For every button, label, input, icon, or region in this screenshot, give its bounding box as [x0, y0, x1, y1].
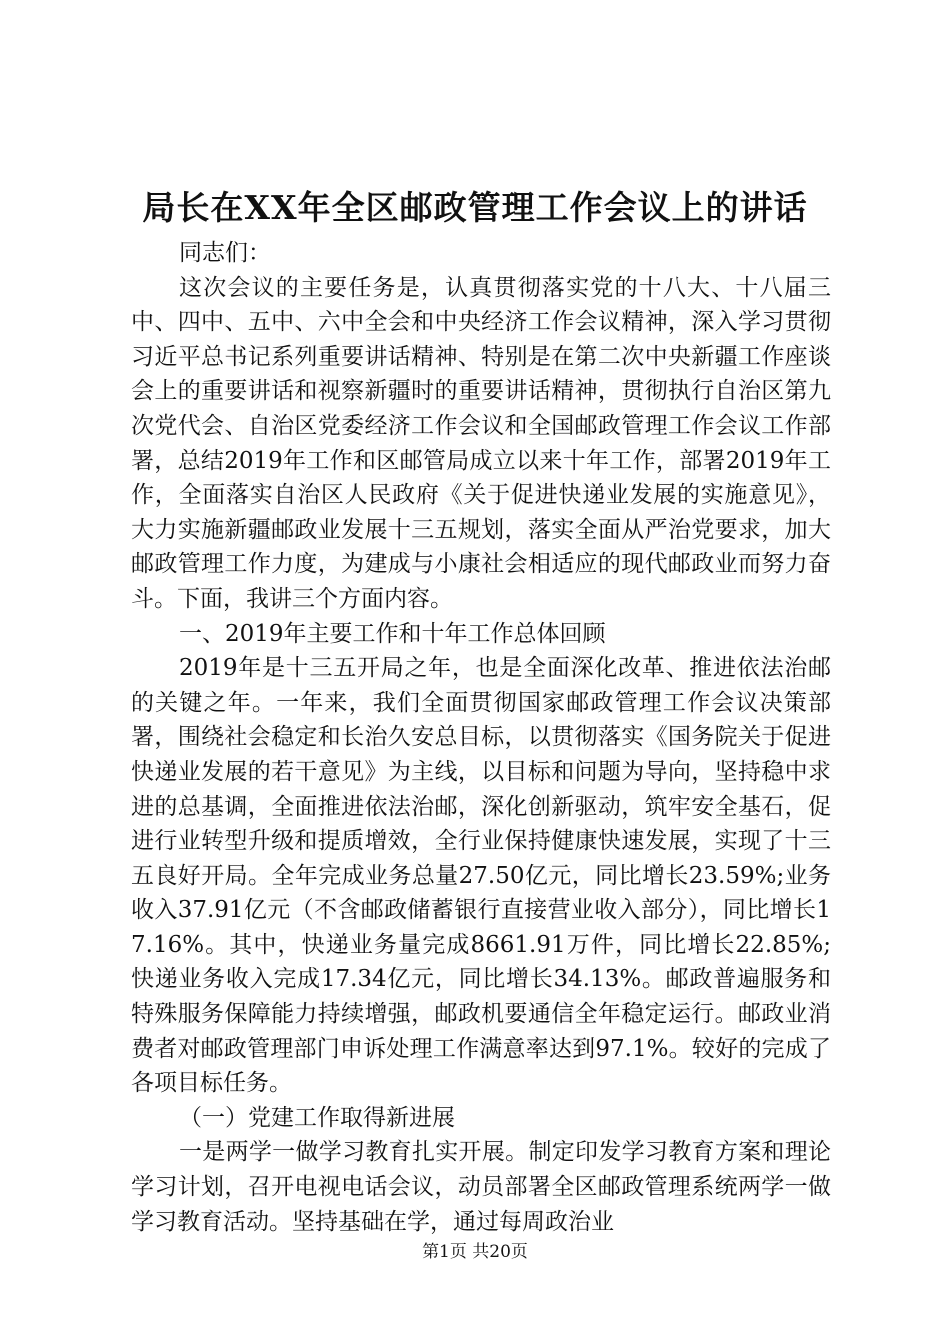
section-heading: 一、2019年主要工作和十年工作总体回顾 — [179, 620, 606, 647]
page-number: 第1页 共20页 — [422, 1242, 528, 1262]
document-title: 局长在XX年全区邮政管理工作会议上的讲话 — [142, 188, 808, 227]
salutation: 同志们： — [179, 240, 271, 266]
paragraph-intro: 这次会议的主要任务是，认真贯彻落实党的十八大、十八届三中、四中、五中、六中全会和中央经济工作会议精神，深入学习贯彻习近平总书记系列重要讲话精神、特别是在第二次中央新疆工作座谈会上的重要讲话和视察新疆时的重要讲话精神，贯彻执行自治区第九次党代会、自治区党委经济工作会议和全国邮政管理工作会议工作部署，总结2019年工作和区邮管局成立以来十年工作，部署2019年工作，全面落实自治区人民政府《关于促进快递业发展的实施意见》，大力实施新疆邮政业发展十三五规划，落实全面从严治党要求，加大邮政管理工作力度，为建成与小康社会相适应的现代邮政业而努力奋斗。下面，我讲三个方面内容。 — [131, 274, 831, 612]
paragraph-party-building: 一是两学一做学习教育扎实开展。制定印发学习教育方案和理论学习计划，召开电视电话会议，动员部署全区邮政管理系统两学一做学习教育活动。坚持基础在学，通过每周政治业 — [131, 1139, 831, 1235]
sub-heading: （一）党建工作取得新进展 — [179, 1104, 455, 1131]
document-body — [131, 236, 831, 1239]
paragraph-review: 2019年是十三五开局之年，也是全面深化改革、推进依法治邮的关键之年。一年来，我们全面贯彻国家邮政管理工作会议决策部署，围绕社会稳定和长治久安总目标，以贯彻落实《国务院关于促进快递业发展的若干意见》为主线，以目标和问题为导向，坚持稳中求进的总基调，全面推进依法治邮，深化创新驱动，筑牢安全基石，促进行业转型升级和提质增效，全行业保持健康快速发展，实现了十三五良好开局。全年完成业务总量27.50亿元，同比增长23.59%;业务收入37.91亿元（不含邮政储蓄银行直接营业收入部分），同比增长17.16%。其中，快递业务量完成8661.91万件，同比增长22.85%;快递业务收入完成17.34亿元，同比增长34.13%。邮政普遍服务和特殊服务保障能力持续增强，邮政机要通信全年稳定运行。邮政业消费者对邮政管理部门申诉处理工作满意率达到97.1%。较好的完成了各项目标任务。 — [131, 655, 831, 1097]
